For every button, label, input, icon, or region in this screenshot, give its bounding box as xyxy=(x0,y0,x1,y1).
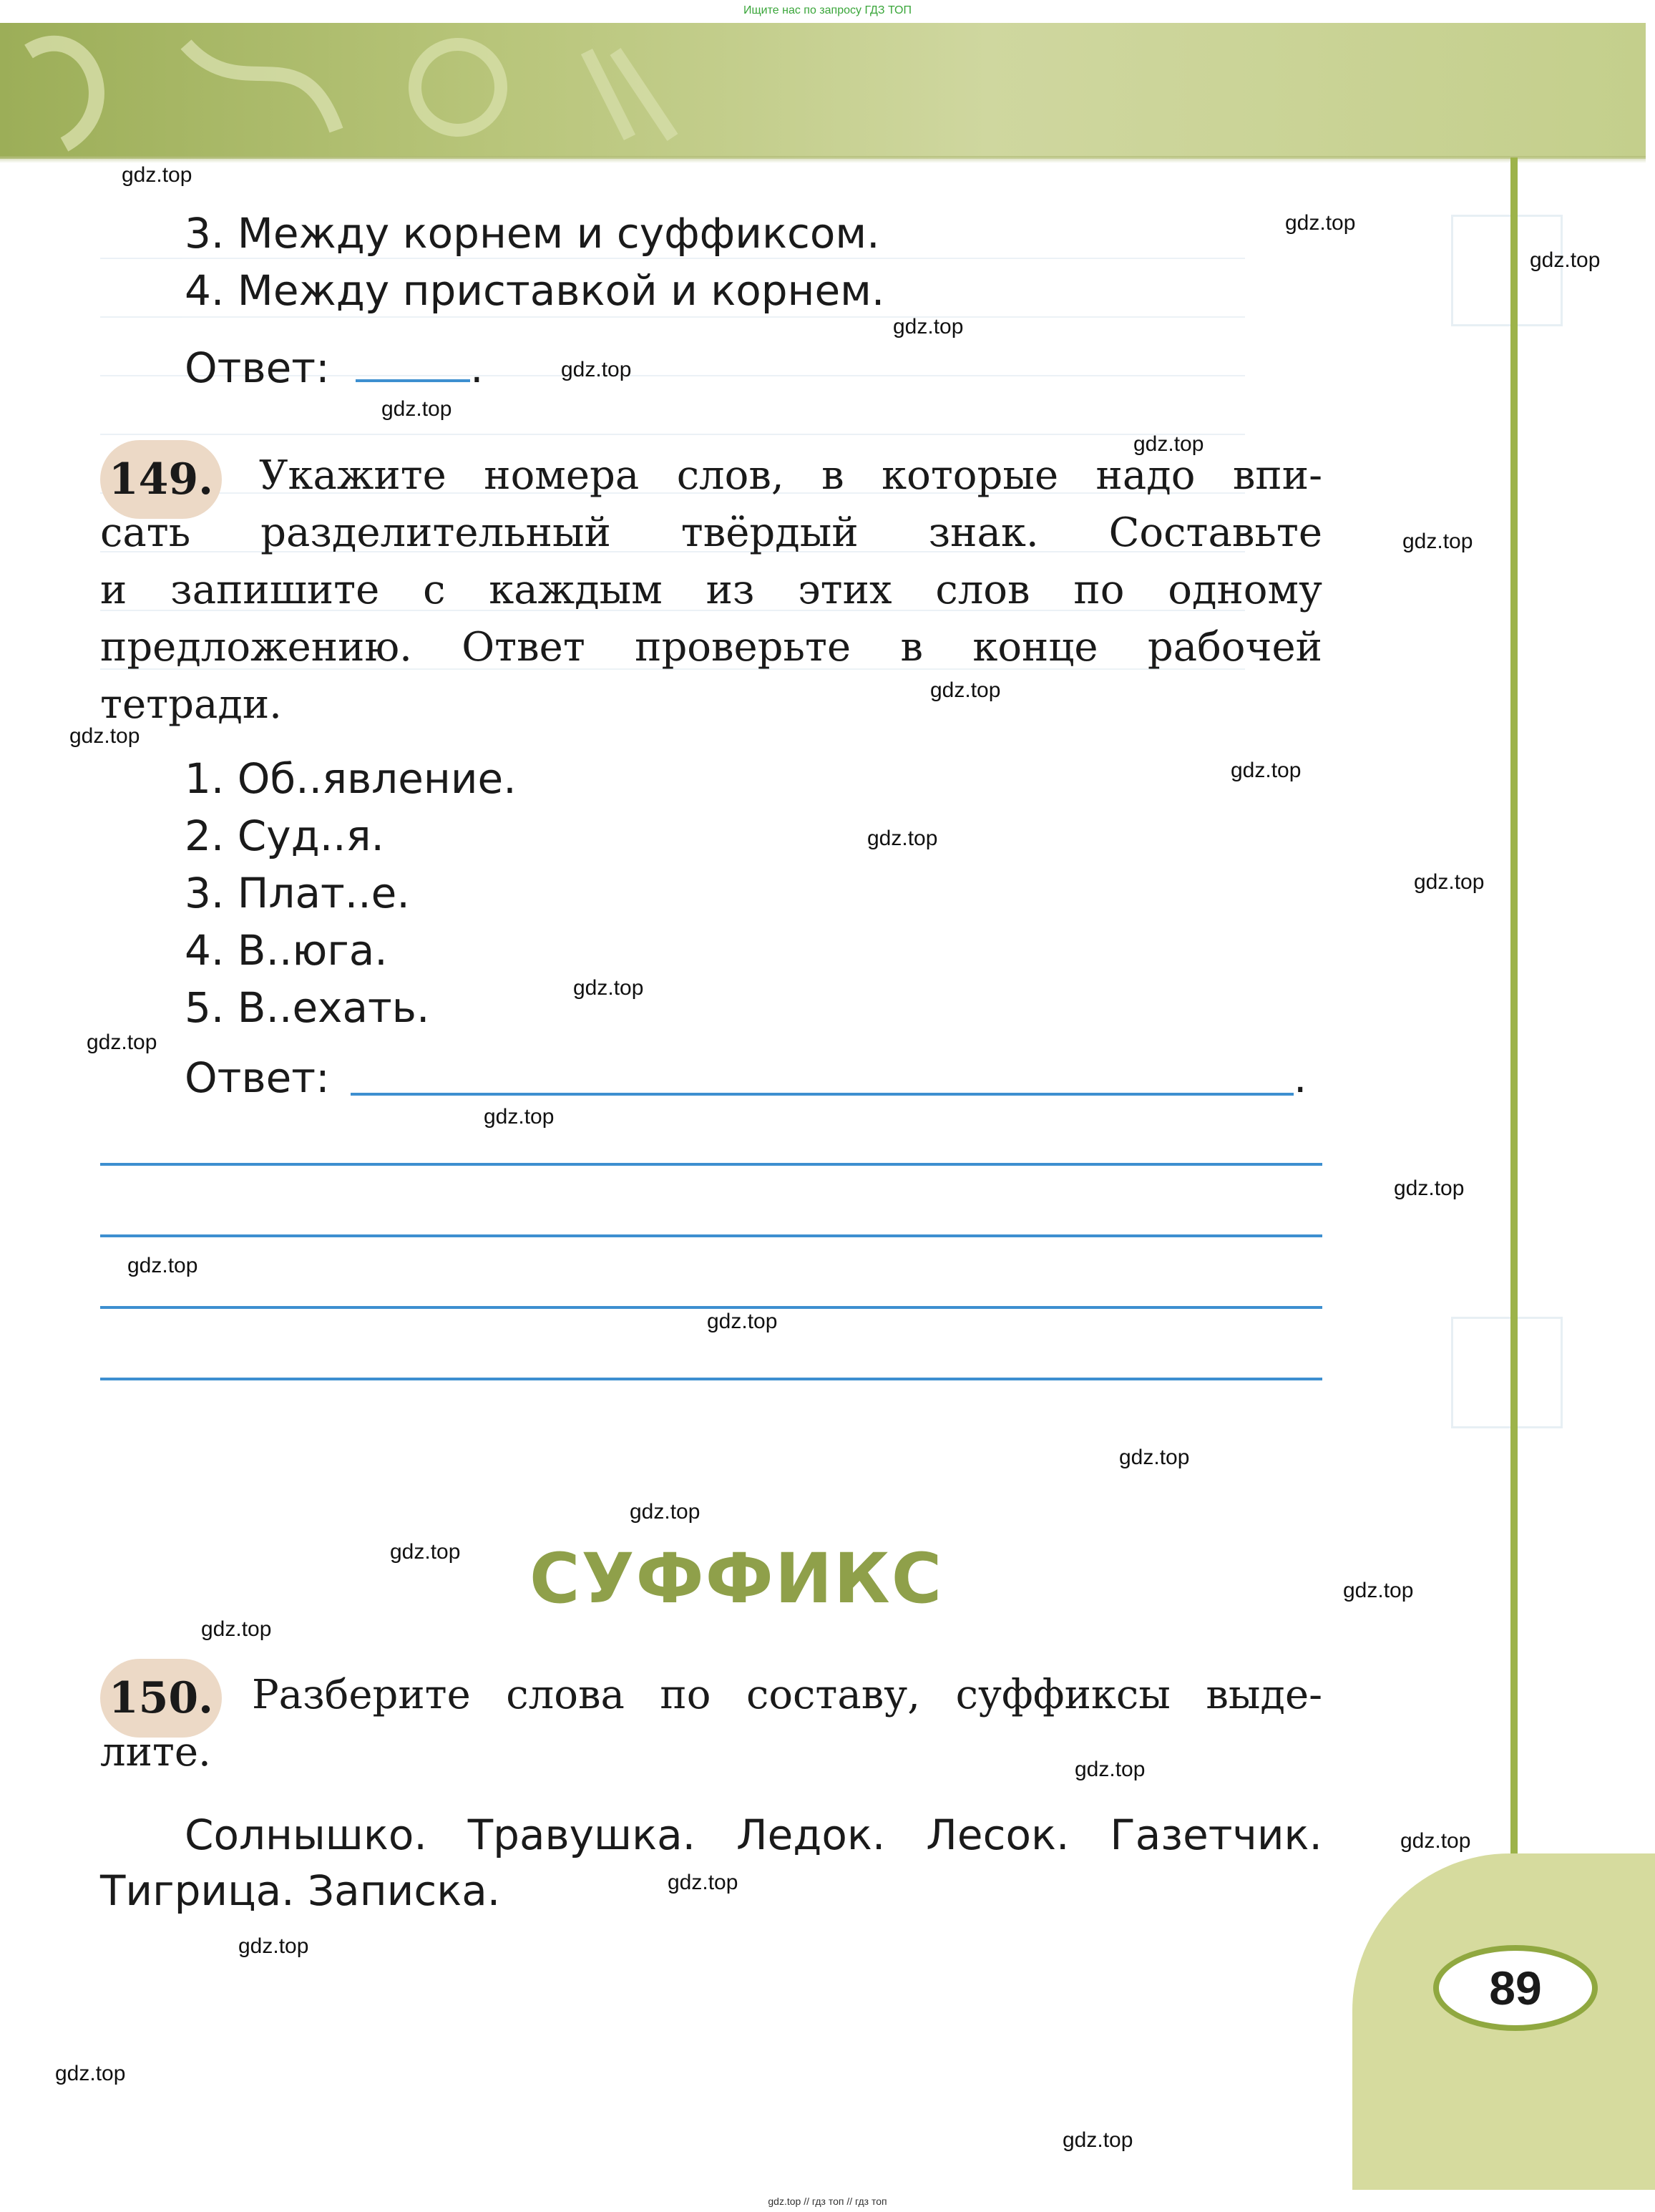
task-150-words-2: Тигрица. Записка. xyxy=(100,1866,501,1915)
task-150-line-2: лите. xyxy=(100,1729,211,1775)
word-3: 3. Плат..е. xyxy=(185,869,410,917)
watermark: gdz.top xyxy=(930,678,1001,702)
answer-blank[interactable] xyxy=(356,351,470,382)
prev-task-item-3: 3. Между корнем и суффиксом. xyxy=(185,209,880,258)
watermark: gdz.top xyxy=(1231,759,1302,782)
watermark: gdz.top xyxy=(201,1617,272,1641)
task-149-line-2: сать разделительный твёрдый знак. Составьте xyxy=(100,510,1322,556)
header-band xyxy=(0,23,1646,159)
watermark: gdz.top xyxy=(668,1871,738,1894)
task-149-line-3: и запишите с каждым из этих слов по одному xyxy=(100,567,1322,613)
watermark: gdz.top xyxy=(1400,1829,1471,1853)
answer-label: Ответ: xyxy=(185,344,330,392)
answer-line-5[interactable] xyxy=(100,1378,1322,1380)
watermark: gdz.top xyxy=(122,163,192,187)
word-1: 1. Об..явление. xyxy=(185,754,517,803)
watermark: gdz.top xyxy=(127,1254,198,1277)
watermark: gdz.top xyxy=(1343,1579,1414,1602)
header-shadow xyxy=(0,156,1646,163)
task-149-number: 149. xyxy=(100,440,222,519)
watermark: gdz.top xyxy=(707,1310,778,1333)
page-number: 89 xyxy=(1433,1945,1598,2031)
task-150-words-1: Солнышко. Травушка. Ледок. Лесок. Газетчик. xyxy=(185,1811,1322,1859)
watermark: gdz.top xyxy=(55,2062,126,2085)
watermark: gdz.top xyxy=(484,1105,555,1129)
answer-line-4[interactable] xyxy=(100,1306,1322,1309)
watermark: gdz.top xyxy=(1063,2128,1133,2152)
watermark: gdz.top xyxy=(87,1031,157,1054)
task-149-line-5: тетради. xyxy=(100,681,282,728)
watermark: gdz.top xyxy=(1402,530,1473,553)
watermark: gdz.top xyxy=(1414,870,1485,894)
answer-period: . xyxy=(1294,1053,1307,1102)
top-note: Ищите нас по запросу ГДЗ ТОП xyxy=(743,4,912,16)
answer-label: Ответ: xyxy=(185,1053,330,1102)
margin-line xyxy=(1510,157,1518,1968)
watermark: gdz.top xyxy=(561,358,632,381)
task-150-number: 150. xyxy=(100,1659,222,1738)
prev-task-item-4: 4. Между приставкой и корнем. xyxy=(185,266,885,315)
word-5: 5. В..ехать. xyxy=(185,983,430,1032)
section-title: СУФФИКС xyxy=(529,1539,944,1619)
watermark: gdz.top xyxy=(867,827,938,850)
watermark: gdz.top xyxy=(1133,432,1204,456)
task-149-line-4: предложению. Ответ проверьте в конце рабочей xyxy=(100,624,1322,671)
watermark: gdz.top xyxy=(390,1540,461,1564)
watermark: gdz.top xyxy=(69,724,140,748)
watermark: gdz.top xyxy=(1119,1446,1190,1469)
word-2: 2. Суд..я. xyxy=(185,812,384,860)
answer-line-2[interactable] xyxy=(100,1163,1322,1166)
watermark: gdz.top xyxy=(893,315,964,338)
bottom-note: gdz.top // гдз топ // гдз топ xyxy=(768,2196,887,2207)
watermark: gdz.top xyxy=(630,1500,700,1524)
watermark: gdz.top xyxy=(573,976,644,1000)
task-149-line-1: Укажите номера слов, в которые надо впи- xyxy=(259,452,1322,499)
answer-period: . xyxy=(470,344,484,392)
answer-line-1[interactable] xyxy=(351,1093,1294,1096)
decorative-letters xyxy=(0,23,1646,159)
watermark: gdz.top xyxy=(1394,1176,1465,1200)
watermark: gdz.top xyxy=(1285,211,1356,235)
task-150-line-1: Разберите слова по составу, суффиксы выде- xyxy=(252,1672,1322,1718)
watermark: gdz.top xyxy=(1530,248,1601,272)
side-thumbnail-middle xyxy=(1451,1317,1563,1428)
watermark: gdz.top xyxy=(381,397,452,421)
watermark: gdz.top xyxy=(238,1934,309,1958)
answer-line-3[interactable] xyxy=(100,1234,1322,1237)
prev-task-answer xyxy=(185,344,484,392)
watermark: gdz.top xyxy=(1075,1758,1146,1781)
word-4: 4. В..юга. xyxy=(185,926,388,975)
task-149-answer xyxy=(185,1053,330,1102)
